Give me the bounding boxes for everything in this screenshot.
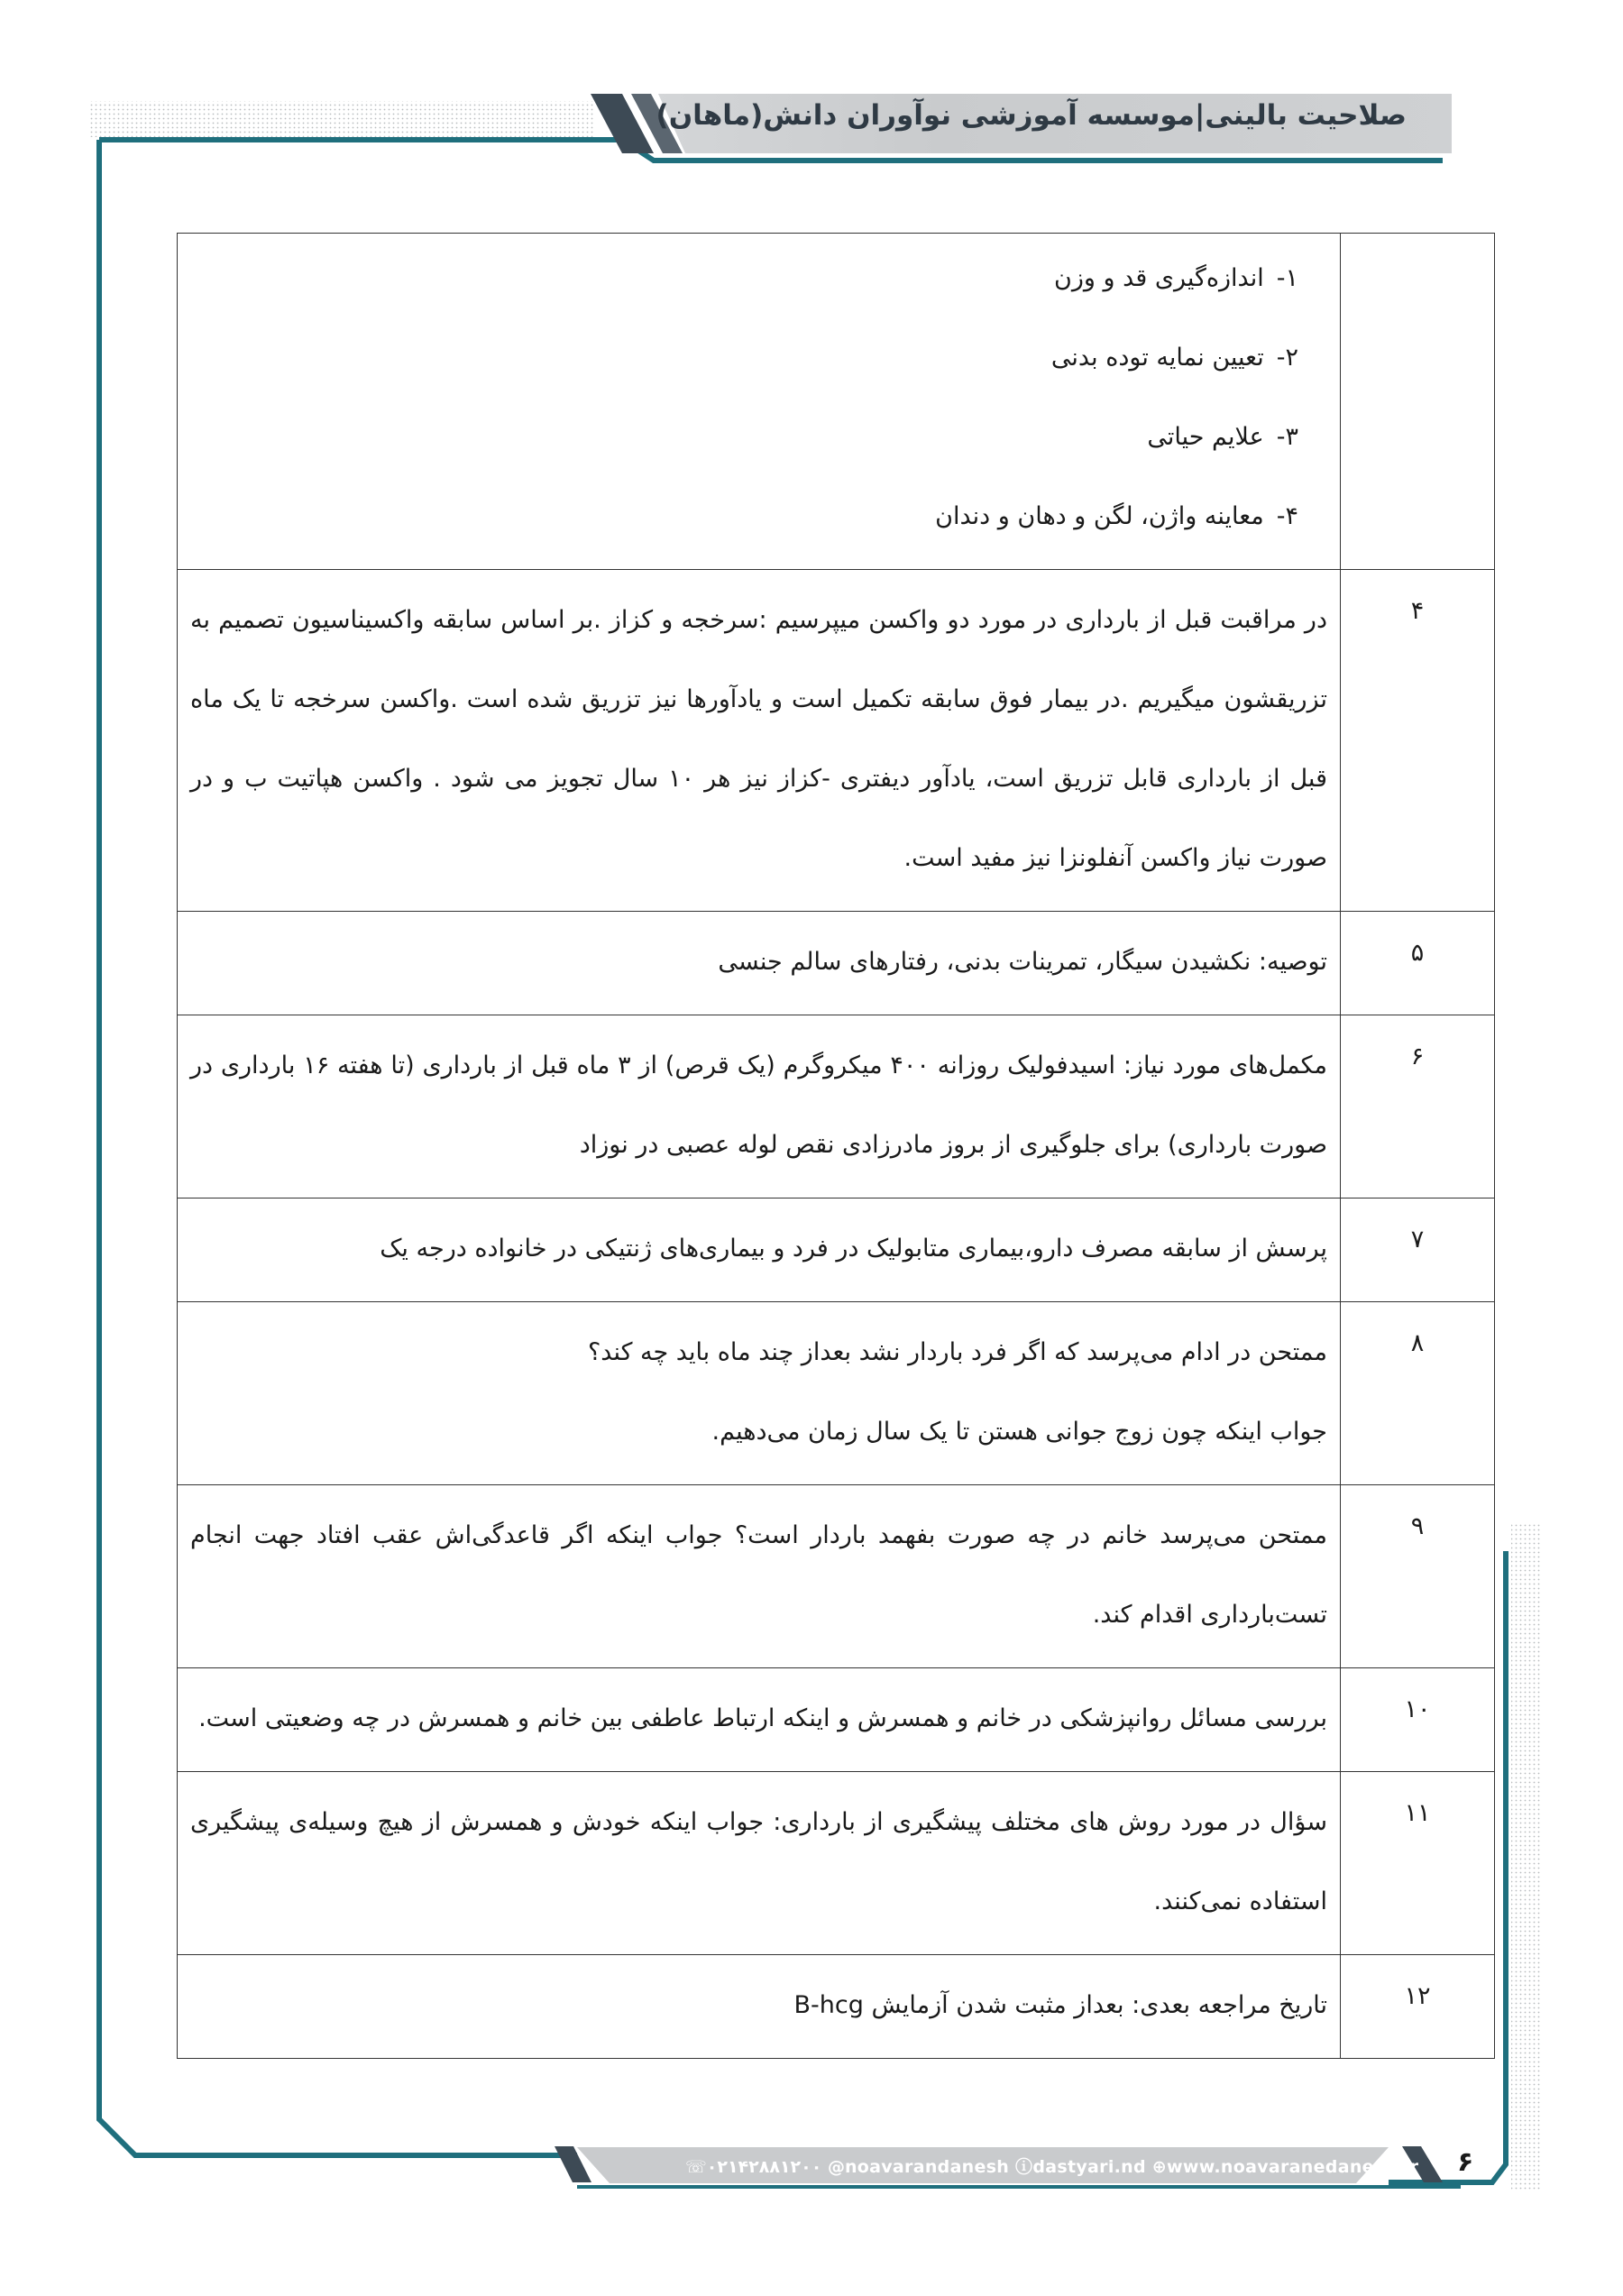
row-number	[1341, 234, 1495, 570]
page-number: ۶	[1457, 2146, 1474, 2178]
row-number: ۱۲	[1341, 1955, 1495, 2059]
list-item-number: ۴-	[1276, 502, 1298, 530]
table-row	[178, 1015, 1495, 1199]
table-row	[178, 1668, 1495, 1772]
dotted-texture-right	[1511, 1524, 1542, 2191]
table-row	[178, 1772, 1495, 1955]
table-row	[178, 570, 1495, 912]
list-item-number: ۱-	[1276, 264, 1298, 292]
list-item-text: علایم حیاتی	[1147, 423, 1264, 451]
table-row	[178, 1485, 1495, 1668]
list-item-text: معاینه واژن، لگن و دهان و دندان	[935, 502, 1264, 530]
row-text	[178, 1302, 1341, 1485]
row-number: ۱۱	[1341, 1772, 1495, 1955]
list-item	[190, 318, 1298, 398]
row-text: مکمل‌های مورد نیاز: اسیدفولیک روزانه ۴۰۰ میکروگرم (یک قرص) از ۳ ماه قبل از بارداری (تا هفته ۱۶ بارداری در صورت بارداری) برای جلوگیری از بروز مادرزادی نقص لوله عصبی در نوزاد	[178, 1015, 1341, 1199]
list-item	[190, 239, 1298, 318]
list-item	[190, 398, 1298, 477]
table-row	[178, 1199, 1495, 1302]
clinical-table	[177, 233, 1495, 2059]
row-number: ۶	[1341, 1015, 1495, 1199]
row-number: ۴	[1341, 570, 1495, 912]
row-text: بررسی مسائل روانپزشکی در خانم و همسرش و اینکه ارتباط عاطفی بین خانم و همسرش در چه وضعیتی است.	[178, 1668, 1341, 1772]
row-number: ۵	[1341, 912, 1495, 1015]
dotted-texture-top	[90, 101, 595, 137]
table-row	[178, 1955, 1495, 2059]
table-row	[178, 234, 1495, 570]
table-row	[178, 1302, 1495, 1485]
footer-contact: ☏۰۲۱۴۲۸۸۱۲۰۰ @noavarandanesh ⓘdastyari.nd ⊕www.noavaranedanesh.ir	[685, 2157, 1419, 2177]
row-text-line: جواب اینکه چون زوج جوانی هستن تا یک سال زمان می‌دهیم.	[711, 1418, 1327, 1446]
list-item	[190, 477, 1298, 556]
row-text	[178, 234, 1341, 570]
row-number: ۱۰	[1341, 1668, 1495, 1772]
row-number: ۹	[1341, 1485, 1495, 1668]
list-item-text: اندازه‌گیری قد و وزن	[1054, 264, 1264, 292]
table-row	[178, 912, 1495, 1015]
row-text-line: ممتحن در ادام می‌پرسد که اگر فرد باردار نشد بعداز چند ماه باید چه کند؟	[587, 1338, 1327, 1366]
list-item-text: تعیین نمایه توده بدنی	[1050, 344, 1264, 372]
row-text: توصیه: نکشیدن سیگار، تمرینات بدنی، رفتارهای سالم جنسی	[178, 912, 1341, 1015]
row-text: پرسش از سابقه مصرف دارو،بیماری متابولیک در فرد و بیماری‌های ژنتیکی در خانواده درجه یک	[178, 1199, 1341, 1302]
row-number: ۷	[1341, 1199, 1495, 1302]
row-text: سؤال در مورد روش های مختلف پیشگیری از بارداری: جواب اینکه خودش و همسرش از هیچ وسیله‌ی پیشگیری استفاده نمی‌کنند.	[178, 1772, 1341, 1955]
row-text: ممتحن می‌پرسد خانم در چه صورت بفهمد باردار است؟ جواب اینکه اگر قاعدگی‌اش عقب افتاد جهت انجام تست‌بارداری اقدام کند.	[178, 1485, 1341, 1668]
row-text: تاریخ مراجعه بعدی: بعداز مثبت شدن آزمایش B-hcg	[178, 1955, 1341, 2059]
header-title: صلاحیت بالینی|موسسه آموزشی نوآوران دانش(ماهان)	[656, 99, 1407, 132]
list-item-number: ۲-	[1276, 344, 1298, 372]
row-text: در مراقبت قبل از بارداری در مورد دو واکسن میپرسیم :سرخجه و کزاز .بر اساس سابقه واکسیناسیون تصمیم به تزریقشون میگیریم .در بیمار فوق سابقه تکمیل است و یادآورها نیز تزریق شده است .واکسن سرخجه تا یک ماه قبل از بارداری قابل تزریق است، یادآور دیفتری -کزاز نیز هر ۱۰ سال تجویز می شود . واکسن هپاتیت ب و در صورت نیاز واکسن آنفلونزا نیز مفید است.	[178, 570, 1341, 912]
list-item-number: ۳-	[1276, 423, 1298, 451]
row-number: ۸	[1341, 1302, 1495, 1485]
